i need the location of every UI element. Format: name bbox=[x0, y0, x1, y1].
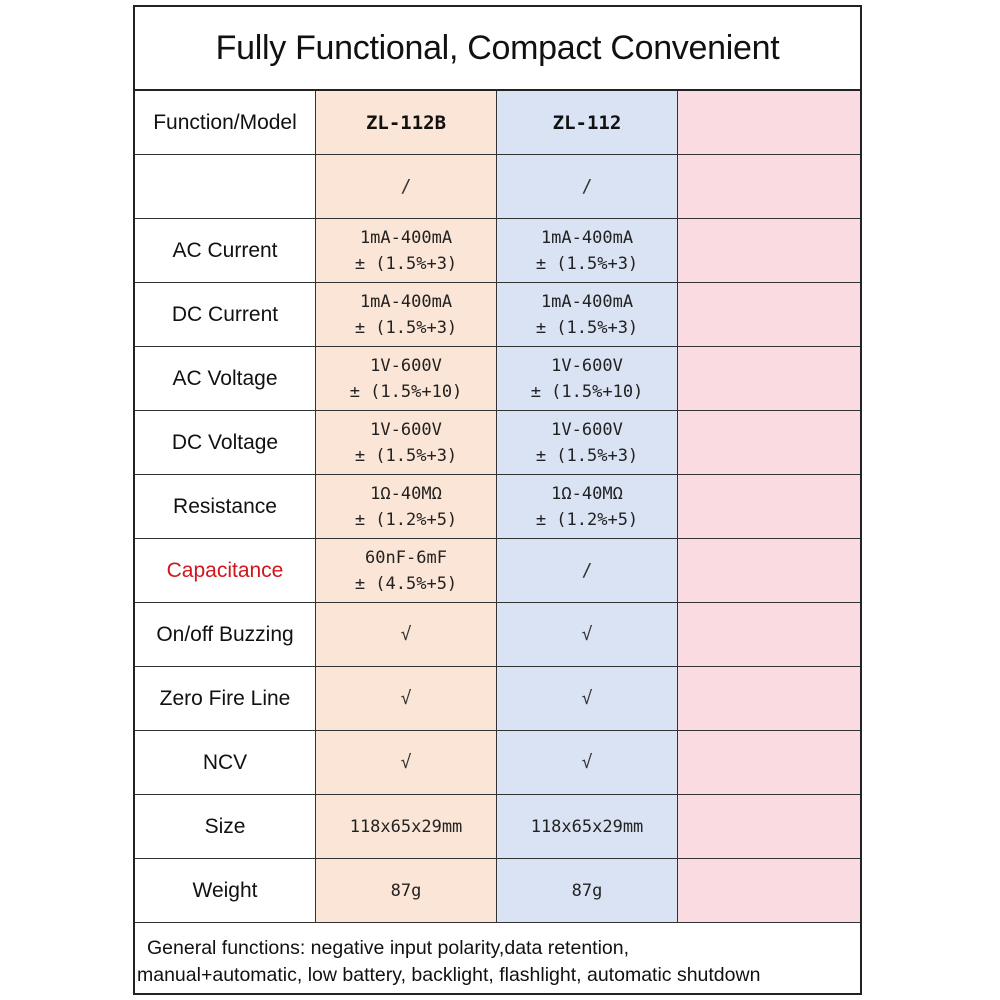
spec-value: ± (1.5%+3) bbox=[535, 253, 639, 274]
value-cell-zl112 bbox=[497, 667, 678, 731]
value-cell-zl112b bbox=[316, 155, 497, 219]
value-cell-blank bbox=[678, 731, 860, 795]
spec-value: ± (1.5%+10) bbox=[349, 381, 463, 402]
header-model-zl112b bbox=[316, 91, 497, 155]
row-label: Size bbox=[204, 814, 246, 838]
spec-value: 118x65x29mm bbox=[530, 816, 644, 837]
value-cell-zl112b bbox=[316, 475, 497, 539]
value-cell-zl112b bbox=[316, 795, 497, 859]
value-cell-zl112b bbox=[316, 731, 497, 795]
row-label: NCV bbox=[202, 750, 248, 774]
spec-value: 118x65x29mm bbox=[349, 816, 463, 837]
row-label: DC Voltage bbox=[171, 430, 279, 454]
row-label: Capacitance bbox=[166, 558, 284, 582]
not-applicable-mark: / bbox=[581, 559, 593, 581]
spec-value: ± (1.2%+5) bbox=[354, 509, 458, 530]
row-label-cell bbox=[135, 155, 316, 219]
value-cell-zl112b bbox=[316, 411, 497, 475]
spec-value: ± (1.5%+3) bbox=[354, 317, 458, 338]
row-label-cell bbox=[135, 411, 316, 475]
value-cell-zl112 bbox=[497, 859, 678, 923]
spec-value: 1V-600V bbox=[551, 419, 623, 440]
footer-line-1: General functions: negative input polarity,data retention, bbox=[147, 937, 630, 959]
row-label-cell bbox=[135, 539, 316, 603]
value-cell-zl112 bbox=[497, 795, 678, 859]
spec-value: 1mA-400mA bbox=[359, 291, 453, 312]
model-name: ZL-112B bbox=[365, 111, 447, 134]
value-cell-blank bbox=[678, 475, 860, 539]
spec-value: ± (1.5%+10) bbox=[530, 381, 644, 402]
spec-value: ± (1.5%+3) bbox=[354, 445, 458, 466]
value-cell-zl112 bbox=[497, 347, 678, 411]
value-cell-zl112 bbox=[497, 411, 678, 475]
check-mark: √ bbox=[581, 623, 593, 645]
value-cell-zl112 bbox=[497, 155, 678, 219]
spec-table bbox=[133, 5, 862, 995]
value-cell-zl112b bbox=[316, 603, 497, 667]
value-cell-blank bbox=[678, 539, 860, 603]
value-cell-blank bbox=[678, 347, 860, 411]
footer-line-2: manual+automatic, low battery, backlight, flashlight, automatic shutdown bbox=[137, 964, 761, 986]
row-label: Weight bbox=[192, 878, 258, 902]
value-cell-blank bbox=[678, 155, 860, 219]
value-cell-zl112b bbox=[316, 347, 497, 411]
header-model-blank bbox=[678, 91, 860, 155]
not-applicable-mark: / bbox=[581, 175, 593, 197]
value-cell-zl112 bbox=[497, 603, 678, 667]
row-label: Resistance bbox=[173, 494, 277, 518]
value-cell-zl112b bbox=[316, 539, 497, 603]
row-label-cell bbox=[135, 667, 316, 731]
row-label-cell bbox=[135, 347, 316, 411]
spec-value: ± (4.5%+5) bbox=[354, 573, 458, 594]
spec-value: ± (1.5%+3) bbox=[535, 445, 639, 466]
spec-value: 1V-600V bbox=[551, 355, 623, 376]
check-mark: √ bbox=[400, 623, 412, 645]
row-label-cell bbox=[135, 475, 316, 539]
spec-value: 1mA-400mA bbox=[359, 227, 453, 248]
spec-value: ± (1.5%+3) bbox=[354, 253, 458, 274]
spec-value: 1mA-400mA bbox=[540, 291, 634, 312]
spec-value: ± (1.2%+5) bbox=[535, 509, 639, 530]
spec-value: 1mA-400mA bbox=[540, 227, 634, 248]
spec-grid bbox=[135, 91, 860, 923]
spec-value: 1Ω-40MΩ bbox=[551, 483, 623, 504]
not-applicable-mark: / bbox=[400, 175, 412, 197]
general-functions-note bbox=[135, 923, 860, 995]
spec-value: 1V-600V bbox=[370, 419, 442, 440]
header-label: Function/Model bbox=[153, 110, 297, 134]
spec-value: 1V-600V bbox=[370, 355, 442, 376]
value-cell-blank bbox=[678, 219, 860, 283]
check-mark: √ bbox=[400, 751, 412, 773]
row-label: On/off Buzzing bbox=[156, 622, 294, 646]
value-cell-zl112b bbox=[316, 283, 497, 347]
row-label-cell bbox=[135, 283, 316, 347]
row-label: AC Voltage bbox=[172, 366, 278, 390]
value-cell-blank bbox=[678, 411, 860, 475]
value-cell-blank bbox=[678, 283, 860, 347]
value-cell-zl112 bbox=[497, 219, 678, 283]
value-cell-blank bbox=[678, 859, 860, 923]
row-label: AC Current bbox=[172, 238, 278, 262]
check-mark: √ bbox=[581, 751, 593, 773]
value-cell-zl112 bbox=[497, 731, 678, 795]
header-label-cell bbox=[135, 91, 316, 155]
check-mark: √ bbox=[581, 687, 593, 709]
value-cell-zl112 bbox=[497, 539, 678, 603]
value-cell-zl112b bbox=[316, 219, 497, 283]
page-title: Fully Functional, Compact Convenient bbox=[135, 7, 860, 91]
row-label-cell bbox=[135, 219, 316, 283]
value-cell-zl112b bbox=[316, 859, 497, 923]
row-label: DC Current bbox=[171, 302, 279, 326]
row-label-cell bbox=[135, 603, 316, 667]
value-cell-blank bbox=[678, 795, 860, 859]
row-label: Zero Fire Line bbox=[159, 686, 291, 710]
header-model-zl112 bbox=[497, 91, 678, 155]
value-cell-zl112b bbox=[316, 667, 497, 731]
row-label-cell bbox=[135, 859, 316, 923]
model-name: ZL-112 bbox=[552, 111, 622, 134]
row-label-cell bbox=[135, 795, 316, 859]
spec-value: 60nF-6mF bbox=[365, 547, 447, 568]
value-cell-zl112 bbox=[497, 283, 678, 347]
value-cell-zl112 bbox=[497, 475, 678, 539]
spec-value: 87g bbox=[390, 880, 422, 901]
spec-value: 87g bbox=[571, 880, 603, 901]
check-mark: √ bbox=[400, 687, 412, 709]
spec-value: ± (1.5%+3) bbox=[535, 317, 639, 338]
value-cell-blank bbox=[678, 603, 860, 667]
value-cell-blank bbox=[678, 667, 860, 731]
spec-value: 1Ω-40MΩ bbox=[370, 483, 442, 504]
row-label-cell bbox=[135, 731, 316, 795]
